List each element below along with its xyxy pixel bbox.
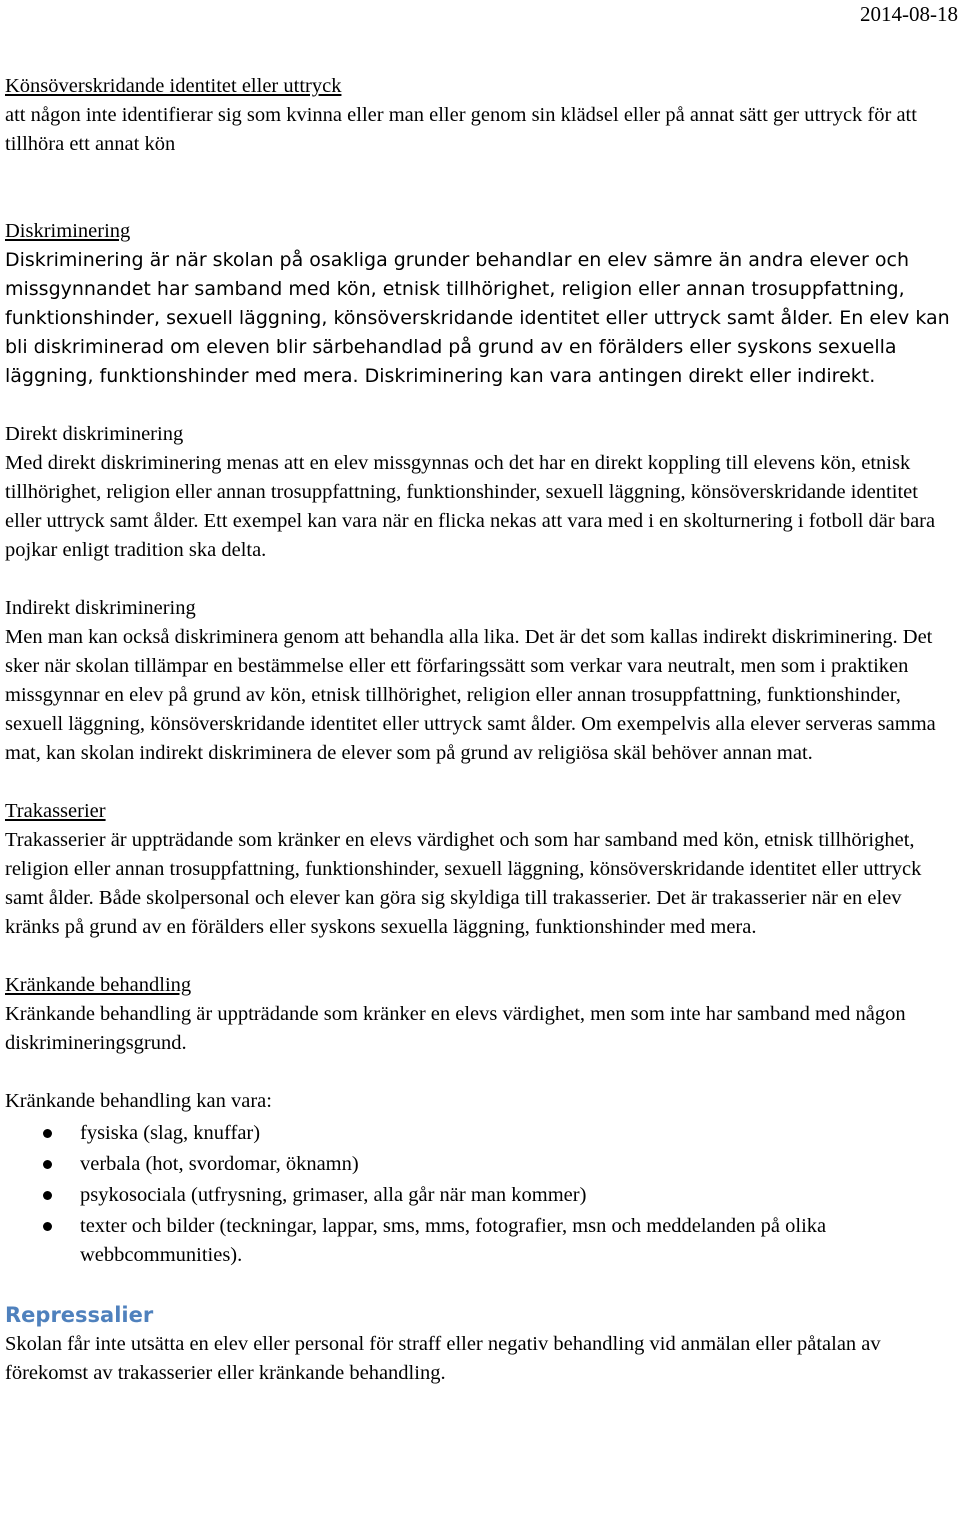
section-trakasserier: [5, 797, 957, 942]
section-title: Indirekt diskriminering: [5, 597, 196, 619]
list-item-text: verbala (hot, svordomar, öknamn): [80, 1153, 359, 1175]
section-text: att någon inte identifierar sig som kvinna eller man eller genom sin klädsel eller på annat sätt ger uttryck för att tillhöra ett annat kön: [5, 104, 917, 155]
bullet-icon: [43, 1191, 52, 1200]
list-item: [5, 1119, 957, 1148]
bullet-icon: [43, 1160, 52, 1169]
section-text: Med direkt diskriminering menas att en elev missgynnas och det har en direkt koppling till elevens kön, etnisk tillhörighet, religion eller annan trosuppfattning, funktionshinder, sexuell läggning, könsöverskridande identitet eller uttryck samt ålder. Ett exempel kan vara när en flicka nekas att vara med i en skolturnering i fotboll där bara pojkar enligt tradition ska delta.: [5, 452, 936, 561]
section-title: Direkt diskriminering: [5, 423, 184, 445]
document-date: 2014-08-18: [860, 2, 958, 26]
section-direkt: [5, 420, 957, 565]
bullet-icon: [43, 1129, 52, 1138]
list-intro: Kränkande behandling kan vara:: [5, 1090, 272, 1112]
list-item-text: fysiska (slag, knuffar): [80, 1122, 261, 1144]
section-indirekt: [5, 594, 957, 768]
section-text: Skolan får inte utsätta en elev eller personal för straff eller negativ behandling vid anmälan eller påtalan av förekomst av trakasserier eller kränkande behandling.: [5, 1333, 881, 1384]
bullet-list: [5, 1119, 957, 1270]
section-title: Kränkande behandling: [5, 974, 192, 996]
section-text: Men man kan också diskriminera genom att behandla alla lika. Det är det som kallas indirekt diskriminering. Det sker när skolan tillämpar en bestämmelse eller ett förfaringssätt som verkar vara neutralt, men som i praktiken missgynnar en elev på grund av kön, etnisk tillhörighet, religion eller annan trosuppfattning, funktionshinder, sexuell läggning, könsöverskridande identitet eller uttryck samt ålder. Om exempelvis alla elever serveras samma mat, kan skolan indirekt diskriminera de elever som på grund av religiösa skäl behöver annan mat.: [5, 626, 936, 764]
section-text: Kränkande behandling är uppträdande som kränker en elevs värdighet, men som inte har samband med någon diskrimineringsgrund.: [5, 1003, 906, 1054]
list-item-text: psykosociala (utfrysning, grimaser, alla går när man kommer): [80, 1184, 587, 1206]
section-repressalier: [5, 1301, 957, 1388]
list-item-text: texter och bilder (teckningar, lappar, sms, mms, fotografier, msn och meddelanden på olika webbcommunities).: [80, 1215, 827, 1266]
section-title: Diskriminering: [5, 220, 131, 242]
section-konsoverskridande: [5, 72, 957, 159]
section-title: Könsöverskridande identitet eller uttryck: [5, 75, 342, 97]
section-title: Repressalier: [5, 1303, 154, 1327]
list-item: [5, 1181, 957, 1210]
section-text: Trakasserier är uppträdande som kränker en elevs värdighet och som har samband med kön, etnisk tillhörighet, religion eller annan trosuppfattning, funktionshinder, sexuell läggning, könsöverskridande identitet eller uttryck samt ålder. Både skolpersonal och elever kan göra sig skyldiga till trakasserier. Det är trakasserier när en elev kränks på grund av en förälders eller syskons sexuella läggning, funktionshinder med mera.: [5, 829, 922, 938]
section-text: Diskriminering är när skolan på osakliga grunder behandlar en elev sämre än andra elever och missgynnandet har samband med kön, etnisk tillhörighet, religion eller annan trosuppfattning, funktionshinder, sexuell läggning, könsöverskridande identitet eller uttryck samt ålder. En elev kan bli diskriminerad om eleven blir särbehandlad på grund av en förälders eller syskons sexuella läggning, funktionshinder med mera. Diskriminering kan vara antingen direkt eller indirekt.: [5, 249, 950, 387]
list-item: [5, 1150, 957, 1179]
bullet-icon: [43, 1222, 52, 1231]
document-body: [5, 72, 957, 1388]
list-item: [5, 1212, 957, 1270]
section-krankande: [5, 971, 957, 1270]
section-diskriminering: [5, 217, 957, 391]
section-title: Trakasserier: [5, 800, 106, 822]
